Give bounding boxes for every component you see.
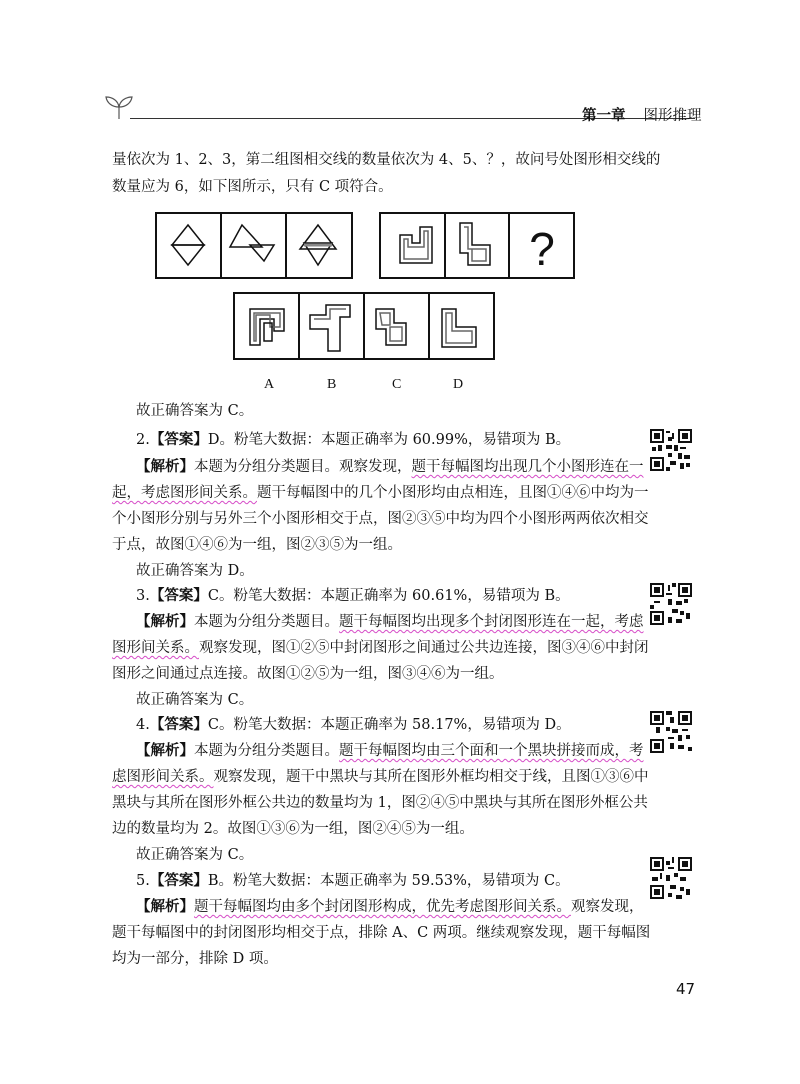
q3-analysis-label: 【解析】 (136, 614, 194, 630)
q2-number: 2. (136, 432, 150, 448)
group2-figure-2 (460, 223, 490, 265)
q2-answer-label: 【答案】 (149, 432, 208, 448)
chapter-heading (582, 104, 702, 125)
qr-code-q5[interactable] (650, 857, 692, 899)
q4-answer-text: C。粉笔大数据：本题正确率为 58.17%，易错项为 D。 (207, 717, 571, 733)
q3-analysis-line-3: 图形之间通过点连接。故图①②⑤为一组，图③④⑥为一组。 (112, 666, 504, 682)
q2-analysis-line-3: 个小图形分别与另外三个小图形相交于点，图②③⑤中均为四个小图形两两依次相交 (112, 511, 649, 527)
q4-analysis-line-2: 虑图形间关系。观察发现，题干中黑块与其所在图形外框均相交于线，且图①③⑥中 (112, 769, 649, 785)
q4-highlight: 题干每幅图均由三个面和一个黑块拼接而成，考 (339, 743, 644, 759)
q2-answer-text: D。粉笔大数据：本题正确率为 60.99%，易错项为 B。 (207, 432, 571, 448)
q2-conclusion: 故正确答案为 D。 (136, 563, 254, 579)
q5-analysis-line-3: 均为一部分，排除 D 项。 (112, 951, 278, 967)
q4-analysis-line-1: 【解析】本题为分组分类题目。题干每幅图均由三个面和一个黑块拼接而成，考 (136, 743, 644, 759)
q3-analysis-line-1: 【解析】本题为分组分类题目。题干每幅图均出现多个封闭图形连在一起，考虑 (136, 614, 644, 630)
q3-answer-text: C。粉笔大数据：本题正确率为 60.61%，易错项为 B。 (207, 588, 570, 604)
question-mark: ? (529, 223, 555, 275)
q4-analysis-line-3: 黑块与其所在图形外框公共边的数量均为 1，图②④⑤中黑块与其所在图形外框公共 (112, 795, 648, 811)
chapter-number: 第一章 (582, 108, 626, 124)
group1-figure-1 (172, 225, 204, 265)
option-label-d: D (453, 377, 464, 392)
q3-answer (136, 586, 570, 606)
intro-line-2: 数量应为 6，如下图所示，只有 C 项符合。 (112, 179, 393, 195)
qr-code-q3[interactable] (650, 583, 692, 625)
option-c-figure (376, 309, 406, 345)
q3-highlight: 题干每幅图均出现多个封闭图形连在一起，考虑 (339, 614, 644, 630)
q5-answer-text: B。粉笔大数据：本题正确率为 59.53%，易错项为 C。 (207, 873, 570, 889)
group1-figure-3 (300, 225, 336, 265)
q3-analysis-line-2: 图形间关系。观察发现，图①②⑤中封闭图形之间通过公共边连接，图③④⑥中封闭 (112, 640, 649, 656)
q4-number: 4. (136, 717, 150, 733)
q3-number: 3. (136, 588, 150, 604)
q1-conclusion: 故正确答案为 C。 (136, 403, 254, 419)
q5-analysis-line-1: 【解析】题干每幅图均由多个封闭图形构成，优先考虑图形间关系。观察发现， (136, 899, 644, 915)
q4-answer (136, 715, 571, 735)
option-label-a: A (264, 377, 275, 392)
q5-answer-label: 【答案】 (149, 873, 208, 889)
q5-analysis-line-2: 题干每幅图中的封闭图形均相交于点，排除 A、C 两项。继续观察发现，题干每幅图 (112, 925, 651, 941)
option-label-c: C (392, 377, 402, 392)
group2-figure-1 (400, 227, 432, 263)
chapter-title: 图形推理 (643, 108, 702, 124)
q5-analysis-label: 【解析】 (136, 899, 194, 915)
qr-code-q4[interactable] (650, 711, 692, 753)
q3-conclusion: 故正确答案为 C。 (136, 692, 254, 708)
option-d-figure (442, 309, 476, 347)
q3-answer-label: 【答案】 (149, 588, 208, 604)
q2-analysis-line-4: 于点，故图①④⑥为一组，图②③⑤为一组。 (112, 537, 402, 553)
q4-analysis-line-4: 边的数量均为 2。故图①③⑥为一组，图②④⑤为一组。 (112, 821, 474, 837)
option-a-figure (250, 309, 284, 345)
intro-line-1: 量依次为 1、2、3，第二组图相交线的数量依次为 4、5、？，故问号处图形相交线的 (112, 152, 661, 168)
q5-highlight: 题干每幅图均由多个封闭图形构成，优先考虑图形间关系。 (194, 899, 571, 915)
q4-analysis-label: 【解析】 (136, 743, 194, 759)
q4-conclusion: 故正确答案为 C。 (136, 847, 254, 863)
option-label-b: B (327, 377, 337, 392)
page-number: 47 (676, 980, 696, 998)
option-b-figure (310, 305, 350, 351)
q5-answer (136, 871, 570, 891)
q2-analysis-label: 【解析】 (136, 459, 194, 475)
q4-answer-label: 【答案】 (149, 717, 208, 733)
qr-code-q2[interactable] (650, 429, 692, 471)
q2-analysis-line-2: 起，考虑图形间关系。题干每幅图中的几个小图形均由点相连，且图①④⑥中均为一 (112, 485, 649, 501)
q2-answer (136, 430, 570, 450)
q5-number: 5. (136, 873, 150, 889)
puzzle-figure (150, 205, 580, 370)
q2-highlight: 题干每幅图均出现几个小图形连在一 (411, 459, 644, 475)
q2-analysis-line-1: 【解析】本题为分组分类题目。观察发现，题干每幅图均出现几个小图形连在一 (136, 459, 644, 475)
group1-figure-2 (230, 225, 274, 261)
